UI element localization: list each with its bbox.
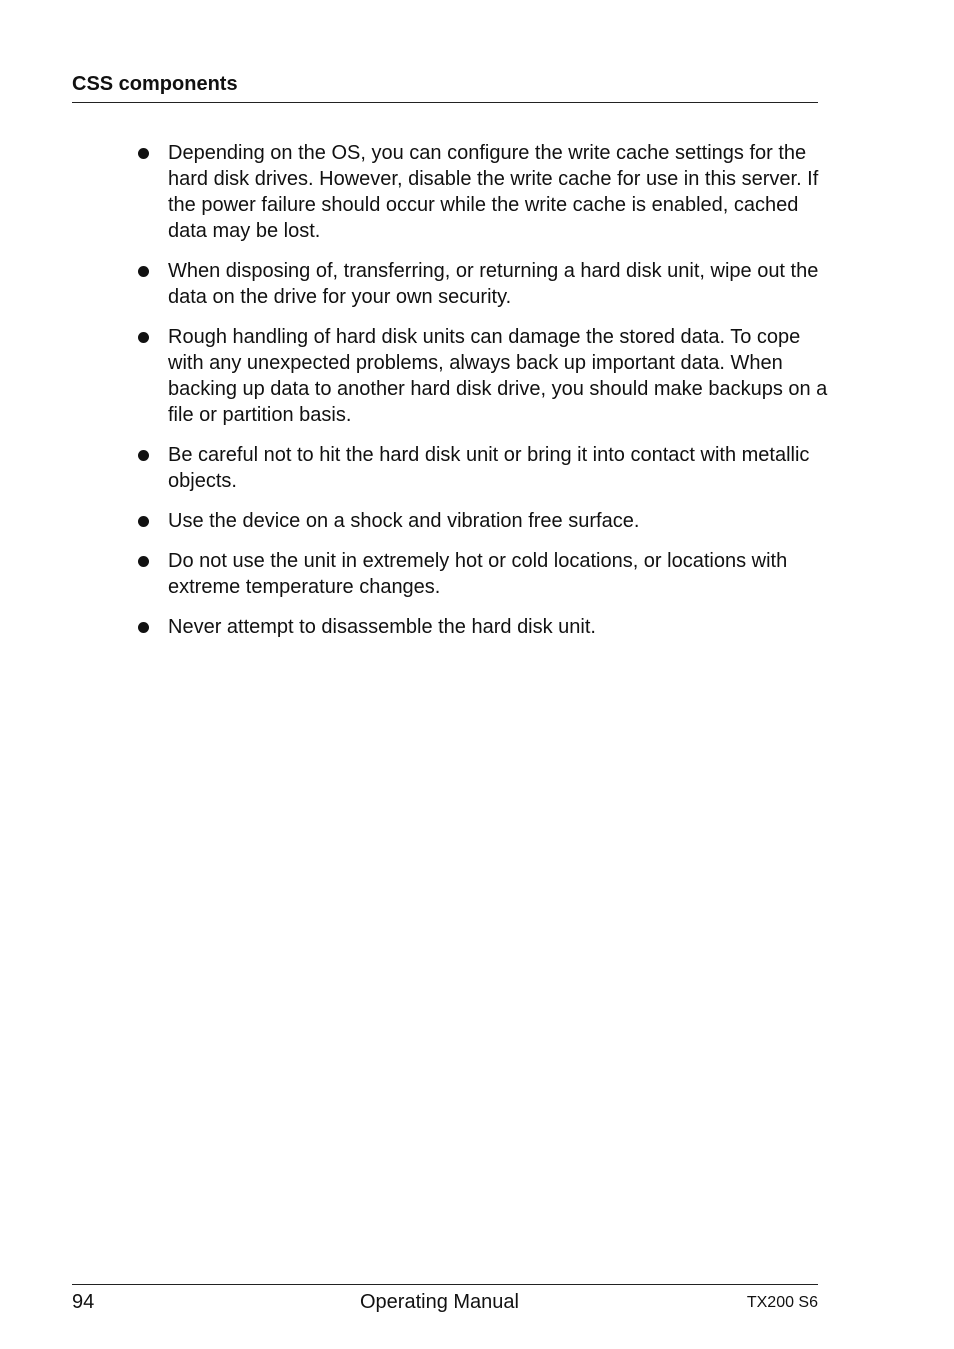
list-item bbox=[138, 442, 828, 494]
list-item bbox=[138, 258, 828, 310]
list-item bbox=[138, 508, 828, 534]
document-title: Operating Manual bbox=[360, 1291, 519, 1313]
section-title: CSS components bbox=[72, 73, 238, 95]
page-header bbox=[72, 72, 818, 103]
bullet-icon bbox=[138, 622, 149, 633]
bullet-icon bbox=[138, 450, 149, 461]
list-item bbox=[138, 614, 828, 640]
bullet-icon bbox=[138, 148, 149, 159]
bullet-icon bbox=[138, 332, 149, 343]
list-item-text: Use the device on a shock and vibration free surface. bbox=[168, 510, 640, 532]
bullet-icon bbox=[138, 266, 149, 277]
list-item-text: Rough handling of hard disk units can damage the stored data. To cope with any unexpected problems, always back up important data. When backing up data to another hard disk drive, you should make backups on a file or partition basis. bbox=[168, 326, 828, 426]
list-item-text: Never attempt to disassemble the hard disk unit. bbox=[168, 616, 596, 638]
list-item bbox=[138, 548, 828, 600]
page-number: 94 bbox=[72, 1291, 95, 1313]
page-footer bbox=[72, 1284, 818, 1325]
list-item-text: When disposing of, transferring, or returning a hard disk unit, wipe out the data on the drive for your own security. bbox=[168, 260, 819, 308]
list-item bbox=[138, 140, 828, 244]
bullet-icon bbox=[138, 556, 149, 567]
list-item bbox=[138, 324, 828, 428]
list-item-text: Be careful not to hit the hard disk unit or bring it into contact with metallic objects. bbox=[168, 444, 810, 492]
bullet-list bbox=[138, 140, 828, 654]
list-item-text: Do not use the unit in extremely hot or cold locations, or locations with extreme temperature changes. bbox=[168, 550, 788, 598]
bullet-icon bbox=[138, 516, 149, 527]
list-item-text: Depending on the OS, you can configure the write cache settings for the hard disk drives. However, disable the write cache for use in this server. If the power failure should occur while the write cache is enabled, cached data may be lost. bbox=[168, 142, 819, 242]
model-name: TX200 S6 bbox=[746, 1294, 818, 1311]
